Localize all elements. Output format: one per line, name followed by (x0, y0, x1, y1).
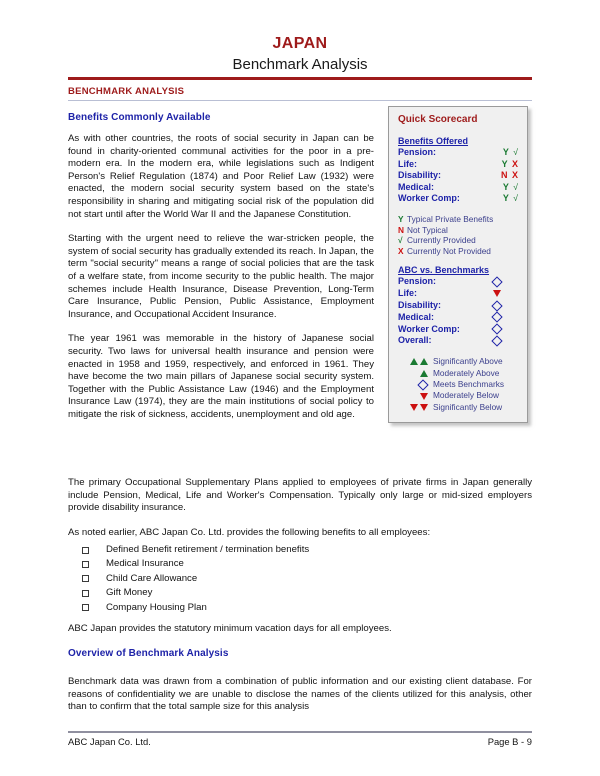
benchmark-label: Life: (398, 288, 417, 299)
benefit-marks (499, 193, 519, 205)
legend-symbol-check: √ (398, 235, 403, 246)
square-bullet-icon (82, 575, 89, 582)
benchmark-label: Medical: (398, 311, 435, 322)
triangle-up-icon (420, 370, 428, 377)
diamond-icon (491, 312, 502, 323)
benefit-marks (499, 147, 519, 159)
legend-text: Moderately Below (433, 390, 499, 401)
diamond-icon (491, 276, 502, 287)
benchmark-legend-item (398, 390, 519, 401)
offered-legend-item (398, 235, 519, 246)
square-bullet-icon (82, 547, 89, 554)
benchmark-rating-icon (487, 288, 519, 300)
benchmark-row-medical (398, 312, 519, 324)
offered-legend-item (398, 246, 519, 257)
triangle-up-icon (420, 358, 428, 365)
provided-mark: X (511, 170, 519, 181)
diamond-icon (491, 300, 502, 311)
legend-symbol-n: N (398, 224, 404, 235)
footer-company-name: ABC Japan Co. Ltd. (68, 736, 151, 747)
benchmark-label: Disability: (398, 299, 442, 310)
full-width-paragraph-block-2 (68, 623, 532, 648)
benefit-label: Medical: (398, 181, 435, 192)
paragraph: As noted earlier, ABC Japan Co. Ltd. provides the following benefits to all employees: (68, 526, 431, 538)
subheading-text: Overview of Benchmark Analysis (68, 648, 229, 659)
paragraph: ABC Japan provides the statutory minimum vacation days for all employees. (68, 623, 392, 634)
diamond-icon (491, 335, 502, 346)
benchmark-rating-icon (487, 335, 519, 347)
benefit-marks (497, 170, 519, 182)
benchmark-label: Pension: (398, 276, 437, 287)
benchmark-legend-item (398, 368, 519, 379)
legend-icon-meets (398, 379, 433, 390)
benefit-marks (498, 159, 519, 171)
list-item (76, 557, 532, 571)
list-item-label: Gift Money (106, 587, 153, 599)
list-item (76, 572, 532, 586)
left-text-column (68, 112, 374, 421)
legend-text: Significantly Above (433, 356, 503, 367)
benchmark-label: Overall: (398, 335, 432, 346)
typical-mark: N (500, 170, 509, 181)
benefit-label: Life: (398, 158, 417, 169)
benchmark-row-disability (398, 300, 519, 312)
benefit-label: Disability: (398, 170, 442, 181)
benchmark-rating-icon (487, 276, 519, 288)
full-width-paragraph-block-1 (68, 477, 532, 539)
benchmark-row-life (398, 288, 519, 300)
legend-text: Currently Provided (407, 235, 476, 246)
page-subtitle: Benchmark Analysis (232, 56, 368, 73)
benchmark-legend-item (398, 402, 519, 413)
legend-text: Not Typical (407, 224, 448, 235)
section-divider (68, 100, 532, 101)
legend-text: Meets Benchmarks (433, 378, 505, 389)
typical-mark: Y (502, 193, 510, 204)
page-title: JAPAN (272, 35, 328, 52)
legend-text: Typical Private Benefits (407, 213, 494, 224)
list-item (76, 601, 532, 615)
section-heading: BENCHMARK ANALYSIS (68, 86, 185, 97)
paragraph: Benchmark data was drawn from a combination of public information and our existing client database. For reasons of confidentiality we are unable to disclose the names of the clients utilized for this analysis, other than to confirm that the total sample size for this analysis (68, 676, 532, 713)
benefits-bullet-list (68, 543, 532, 615)
square-bullet-icon (82, 561, 89, 568)
benefit-row-medical (398, 182, 519, 194)
subheading-overview-of-benchmark-analysis (68, 648, 532, 659)
legend-text: Currently Not Provided (407, 245, 491, 256)
scorecard-title: Quick Scorecard (398, 114, 478, 125)
list-item-label: Defined Benefit retirement / termination benefits (106, 544, 310, 555)
header-divider (68, 77, 532, 80)
page-footer (68, 736, 532, 747)
benchmark-row-pension (398, 276, 519, 288)
typical-mark: Y (501, 158, 509, 169)
benefit-marks (499, 182, 519, 194)
offered-legend-item (398, 225, 519, 236)
quick-scorecard-panel (388, 106, 528, 423)
legend-icon-significantly-above (398, 356, 433, 367)
benefit-label: Pension: (398, 147, 437, 157)
benchmark-rating-icon (487, 300, 519, 312)
benchmark-rating-icon (487, 324, 519, 336)
square-bullet-icon (82, 604, 89, 611)
diamond-icon (417, 379, 428, 390)
legend-symbol-y: Y (398, 213, 404, 224)
provided-mark: X (511, 158, 519, 169)
full-width-paragraph-block-3 (68, 676, 532, 714)
benefits-offered-heading: Benefits Offered (398, 136, 469, 146)
document-header (0, 34, 600, 75)
provided-mark: √ (513, 181, 519, 192)
triangle-down-icon (493, 290, 501, 297)
legend-icon-significantly-below (398, 402, 433, 413)
legend-icon-moderately-above (398, 368, 433, 379)
diamond-icon (491, 323, 502, 334)
list-item-label: Child Care Allowance (106, 572, 198, 584)
list-item (76, 586, 532, 600)
benefit-label: Worker Comp: (398, 193, 460, 204)
triangle-down-icon (410, 404, 418, 411)
triangle-up-icon (410, 358, 418, 365)
legend-text: Significantly Below (433, 401, 503, 412)
provided-mark: √ (513, 147, 519, 157)
subheading-benefits-commonly-available: Benefits Commonly Available (68, 112, 211, 123)
triangle-down-icon (420, 404, 428, 411)
legend-icon-moderately-below (398, 390, 433, 401)
footer-page-number: Page B - 9 (487, 736, 532, 747)
typical-mark: Y (502, 181, 510, 192)
list-item-label: Company Housing Plan (106, 601, 207, 613)
spacer (398, 205, 519, 214)
benchmark-row-worker-comp (398, 324, 519, 336)
benefit-row-pension (398, 147, 519, 159)
benefit-row-life (398, 159, 519, 171)
benefit-row-worker-comp (398, 193, 519, 205)
legend-text: Moderately Above (433, 367, 500, 378)
paragraph: The primary Occupational Supplementary Plans applied to employees of private firms in Japan generally include Pension, Medical, Life and Worker's Compensation. Typically only large or mid-sized employers provide disability insurance. (68, 477, 532, 514)
benchmark-rating-icon (487, 312, 519, 324)
list-item (76, 543, 532, 557)
typical-mark: Y (502, 147, 510, 157)
spacer (398, 256, 519, 265)
paragraph: Starting with the urgent need to relieve the war-stricken people, the system of social security has gradually extended its reach. In Japan, the term "social security" means a range of social policies that are the task of a welfare state, from income security to the public health. The major schemes include Health Insurance, Disease Prevention, Long-Term Care Insurance, Public Pension, Public Assistance, Employment Insurance, and Occupational Accident Insurance. (68, 233, 374, 320)
offered-legend-item (398, 214, 519, 225)
paragraph: As with other countries, the roots of social security in Japan can be found in charity-oriented communal activities for the poor in a pre-modern era. In the modern era, while legislations such as Indigent Person's Relief Regulation (1874) and Poor Relief Law (1932) were enacted, the modern social security system based on the state's responsibility in sharing and mitigating social risk of the population did not start until after the World War II and the Japanese Constitution. (68, 133, 374, 220)
benchmark-label: Worker Comp: (398, 323, 460, 334)
benchmark-legend-item (398, 379, 519, 390)
list-item-label: Medical Insurance (106, 558, 184, 570)
footer-divider (68, 731, 532, 733)
abc-vs-benchmarks-heading: ABC vs. Benchmarks (398, 265, 490, 276)
provided-mark: √ (513, 193, 519, 204)
legend-symbol-x: X (398, 245, 404, 256)
triangle-down-icon (420, 393, 428, 400)
benchmark-row-overall (398, 335, 519, 347)
benchmark-legend-item (398, 356, 519, 367)
spacer (398, 347, 519, 356)
square-bullet-icon (82, 590, 89, 597)
paragraph: The year 1961 was memorable in the history of Japanese social security. Two laws for universal health insurance and pension were enacted in 1958 and 1959, respectively, and enforced in 1961. They have become the two main pillars of Japanese social security system. Together with the Public Assistance Law (1946) and the Employment Insurance Law (1974), they are the main institutions of social policy to mitigate the risk of sickness, accidents, unemployment and old age. (68, 333, 374, 420)
benefit-row-disability (398, 170, 519, 182)
